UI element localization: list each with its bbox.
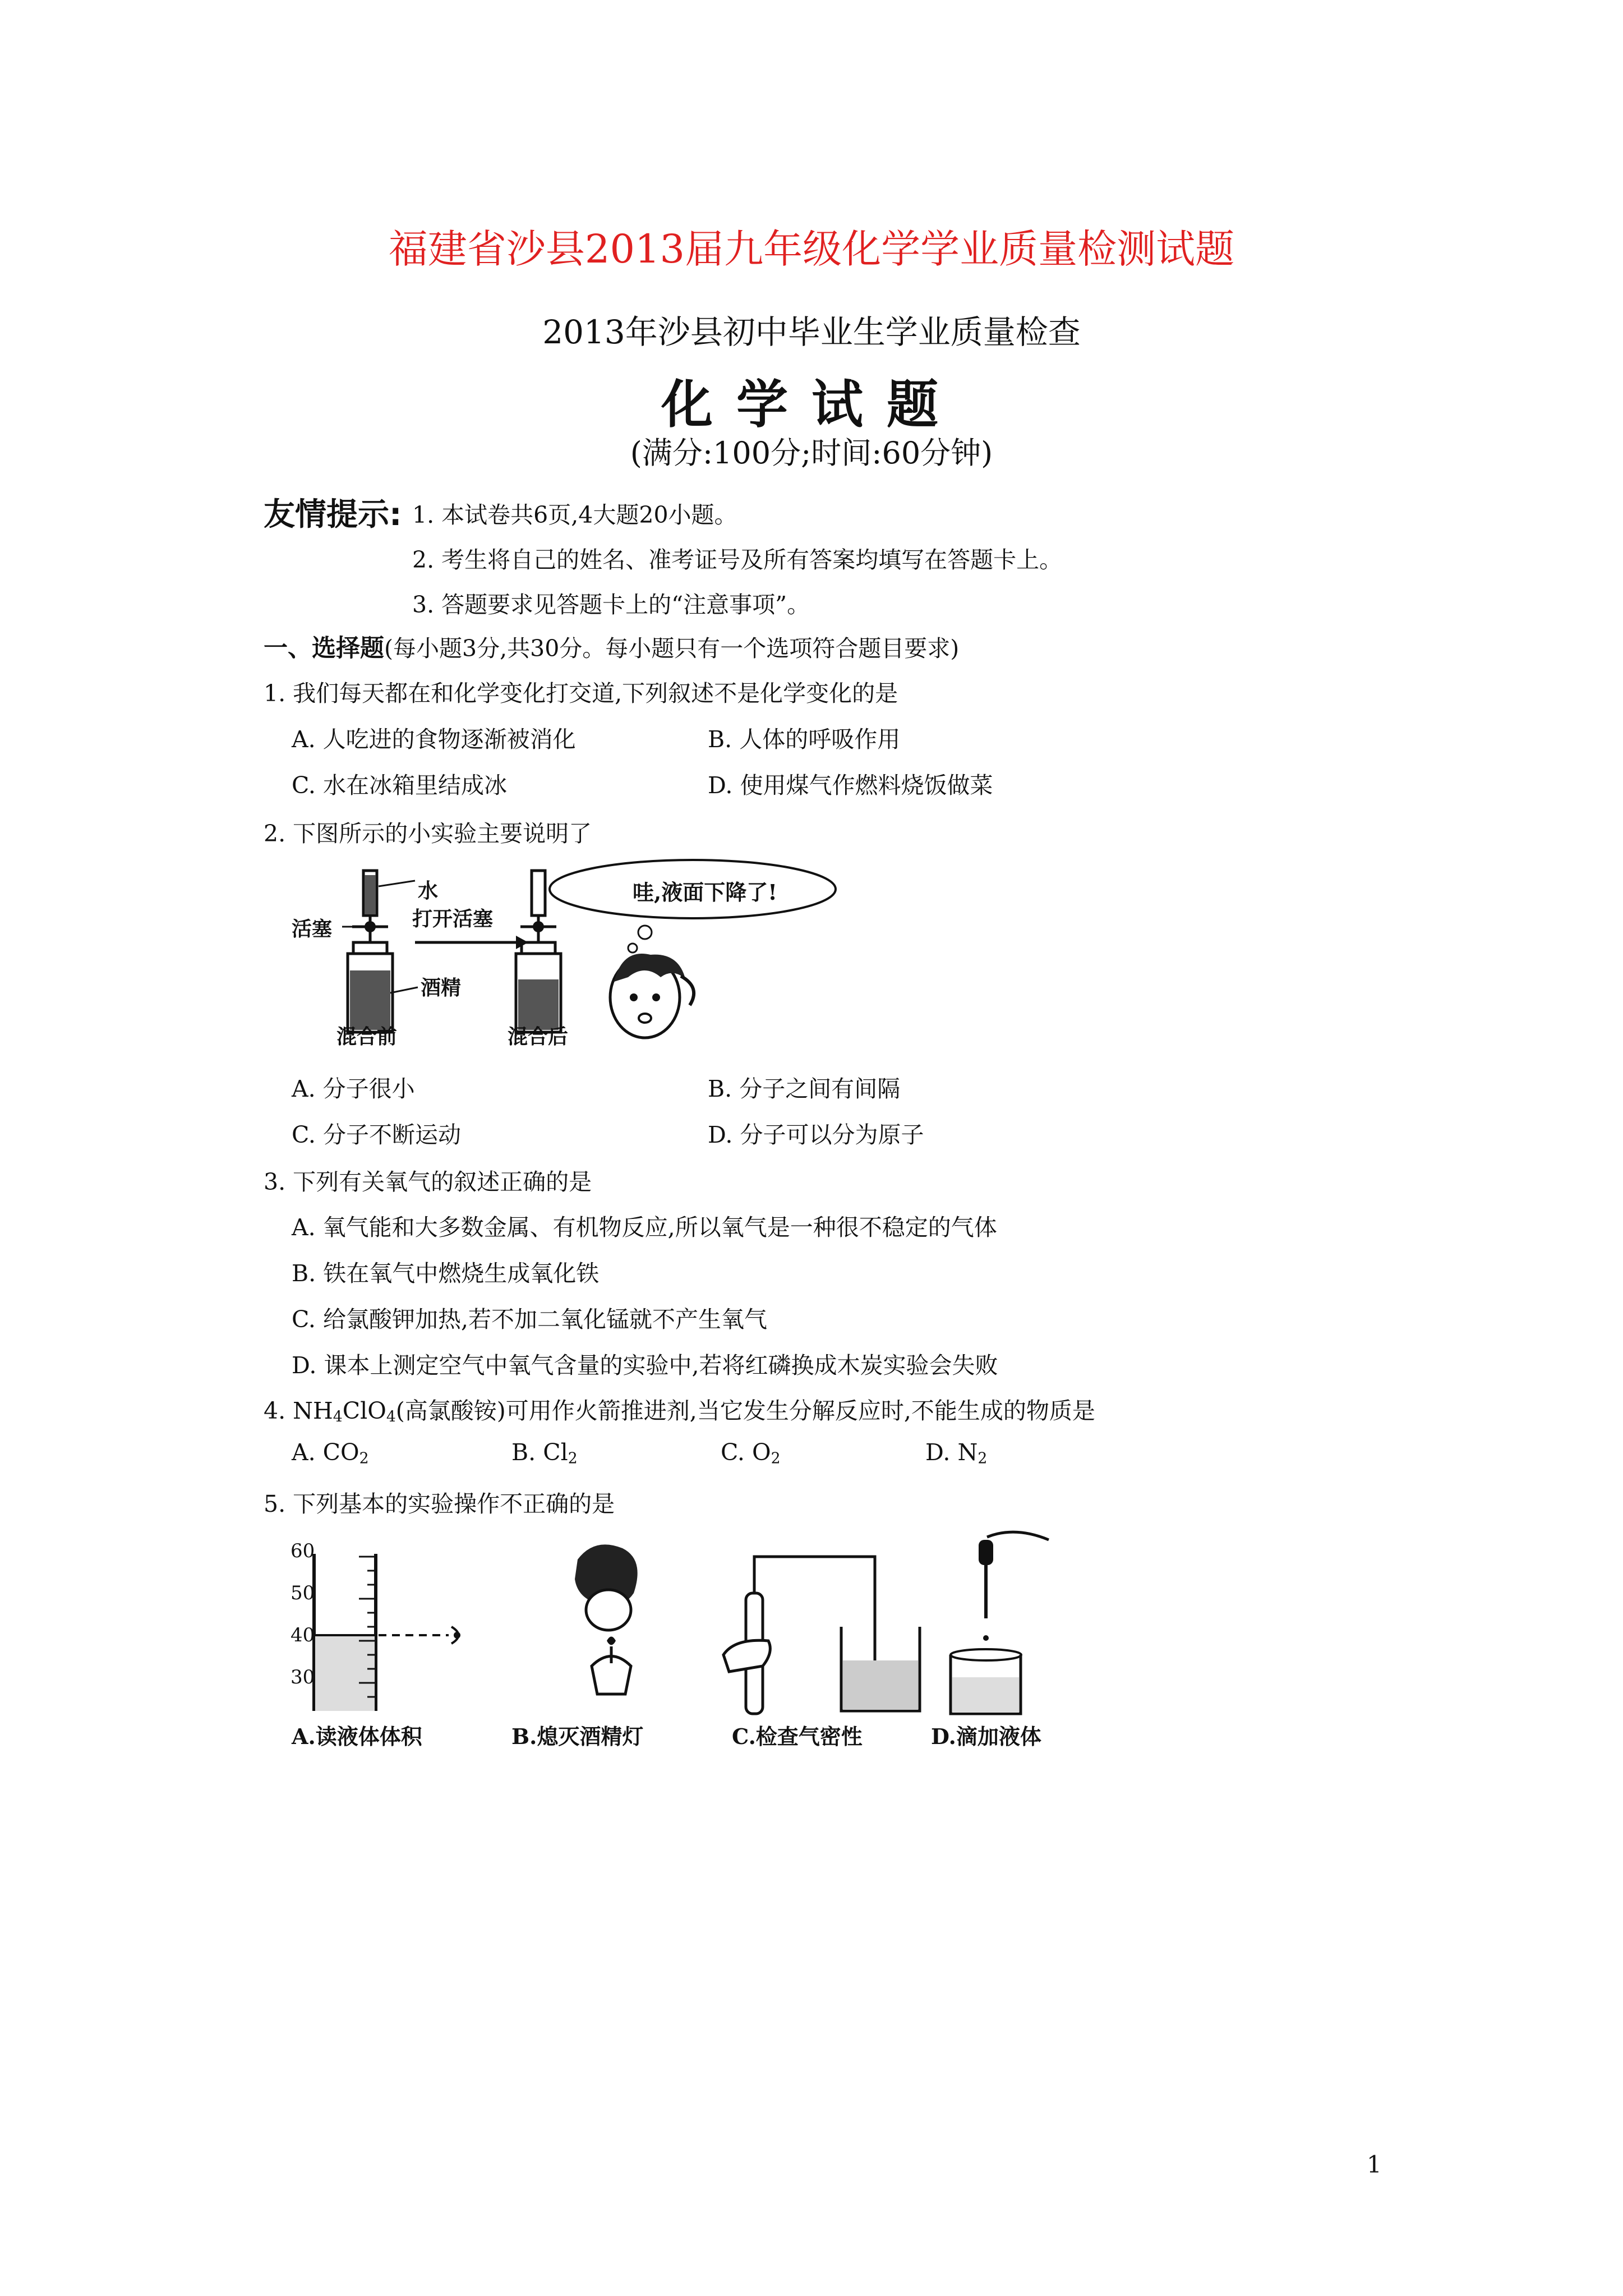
q4-option-c: C. $O_2$ <box>721 1439 781 1467</box>
tip-item-2: 2. 考生将自己的姓名、准考证号及所有答案均填写在答题卡上。 <box>412 546 1063 573</box>
q5-stem: 5. 下列基本的实验操作不正确的是 <box>264 1490 615 1517</box>
exam-meta: (满分:100分;时间:60分钟) <box>630 435 993 471</box>
airtightness-setup-icon <box>723 1557 920 1714</box>
section-1-note: (每小题3分,共30分。每小题只有一个选项符合题目要求) <box>384 635 960 662</box>
alcohol-lamp-icon <box>575 1544 638 1694</box>
valve-knob <box>365 921 376 932</box>
q2-stem: 2. 下图所示的小实验主要说明了 <box>264 820 592 847</box>
label-valve: 活塞 <box>292 917 333 941</box>
q1-option-b: B. 人体的呼吸作用 <box>708 726 901 753</box>
cylinder-tick-30: 30 <box>291 1666 315 1688</box>
q1-option-d: D. 使用煤气作燃料烧饭做菜 <box>708 772 993 799</box>
q5-label-a: A.读液体体积 <box>292 1724 422 1749</box>
cylinder-tick-40: 40 <box>291 1624 315 1646</box>
q3-option-d: D. 课本上测定空气中氧气含量的实验中,若将红磷换成木炭实验会失败 <box>292 1352 998 1379</box>
q1-stem: 1. 我们每天都在和化学变化打交道,下列叙述不是化学变化的是 <box>264 680 898 707</box>
q5-label-b: B.熄灭酒精灯 <box>511 1724 644 1749</box>
label-water: 水 <box>418 879 439 903</box>
section-1-heading <box>264 629 959 664</box>
q4-stem: 4. $NH_4ClO_4$(高氯酸铵)可用作火箭推进剂,当它发生分解反应时,不能生成的物质是 <box>264 1397 1095 1426</box>
q3-option-a: A. 氧气能和大多数金属、有机物反应,所以氧气是一种很不稳定的气体 <box>292 1214 997 1241</box>
cylinder-tick-60: 60 <box>291 1540 315 1562</box>
dropper-icon <box>951 1532 1049 1714</box>
q2-option-a: A. 分子很小 <box>292 1075 415 1102</box>
section-1-title: 一、选择题 <box>264 634 384 662</box>
q5-label-c: C.检查气密性 <box>732 1724 863 1749</box>
q3-option-c: C. 给氯酸钾加热,若不加二氧化锰就不产生氧气 <box>292 1306 768 1333</box>
exam-subject: 化学试题 <box>661 375 962 435</box>
child-icon <box>610 954 694 1038</box>
document-title: 福建省沙县2013届九年级化学学业质量检测试题 <box>388 226 1235 272</box>
q2-option-d: D. 分子可以分为原子 <box>708 1121 924 1148</box>
bubble-text: 哇,液面下降了! <box>633 880 777 905</box>
label-open-valve: 打开活塞 <box>412 907 494 931</box>
q4-option-b: B. $Cl_2$ <box>511 1439 578 1467</box>
tip-item-1: 1. 本试卷共6页,4大题20小题。 <box>412 501 737 528</box>
q3-stem: 3. 下列有关氧气的叙述正确的是 <box>264 1168 592 1195</box>
q1-option-c: C. 水在冰箱里结成冰 <box>292 772 507 799</box>
label-before: 混合前 <box>336 1025 398 1048</box>
q5-label-d: D.滴加液体 <box>931 1724 1041 1749</box>
cylinder-tick-50: 50 <box>291 1582 315 1604</box>
tips-title: 友情提示: <box>264 496 402 533</box>
label-after: 混合后 <box>508 1025 569 1048</box>
tip-item-3: 3. 答题要求见答题卡上的“注意事项”。 <box>412 591 810 618</box>
q3-option-b: B. 铁在氧气中燃烧生成氧化铁 <box>292 1260 600 1287</box>
q4-option-d: D. $N_2$ <box>925 1439 988 1467</box>
exam-header: 2013年沙县初中毕业生学业质量检查 <box>542 313 1081 351</box>
q1-option-a: A. 人吃进的食物逐渐被消化 <box>292 726 576 753</box>
q4-option-a: A. $CO_2$ <box>292 1439 369 1467</box>
page-number: 1 <box>1367 2151 1382 2178</box>
q2-option-c: C. 分子不断运动 <box>292 1121 461 1148</box>
label-alcohol: 酒精 <box>421 976 462 1000</box>
graduated-cylinder-icon <box>314 1554 460 1711</box>
q2-option-b: B. 分子之间有间隔 <box>708 1075 901 1102</box>
